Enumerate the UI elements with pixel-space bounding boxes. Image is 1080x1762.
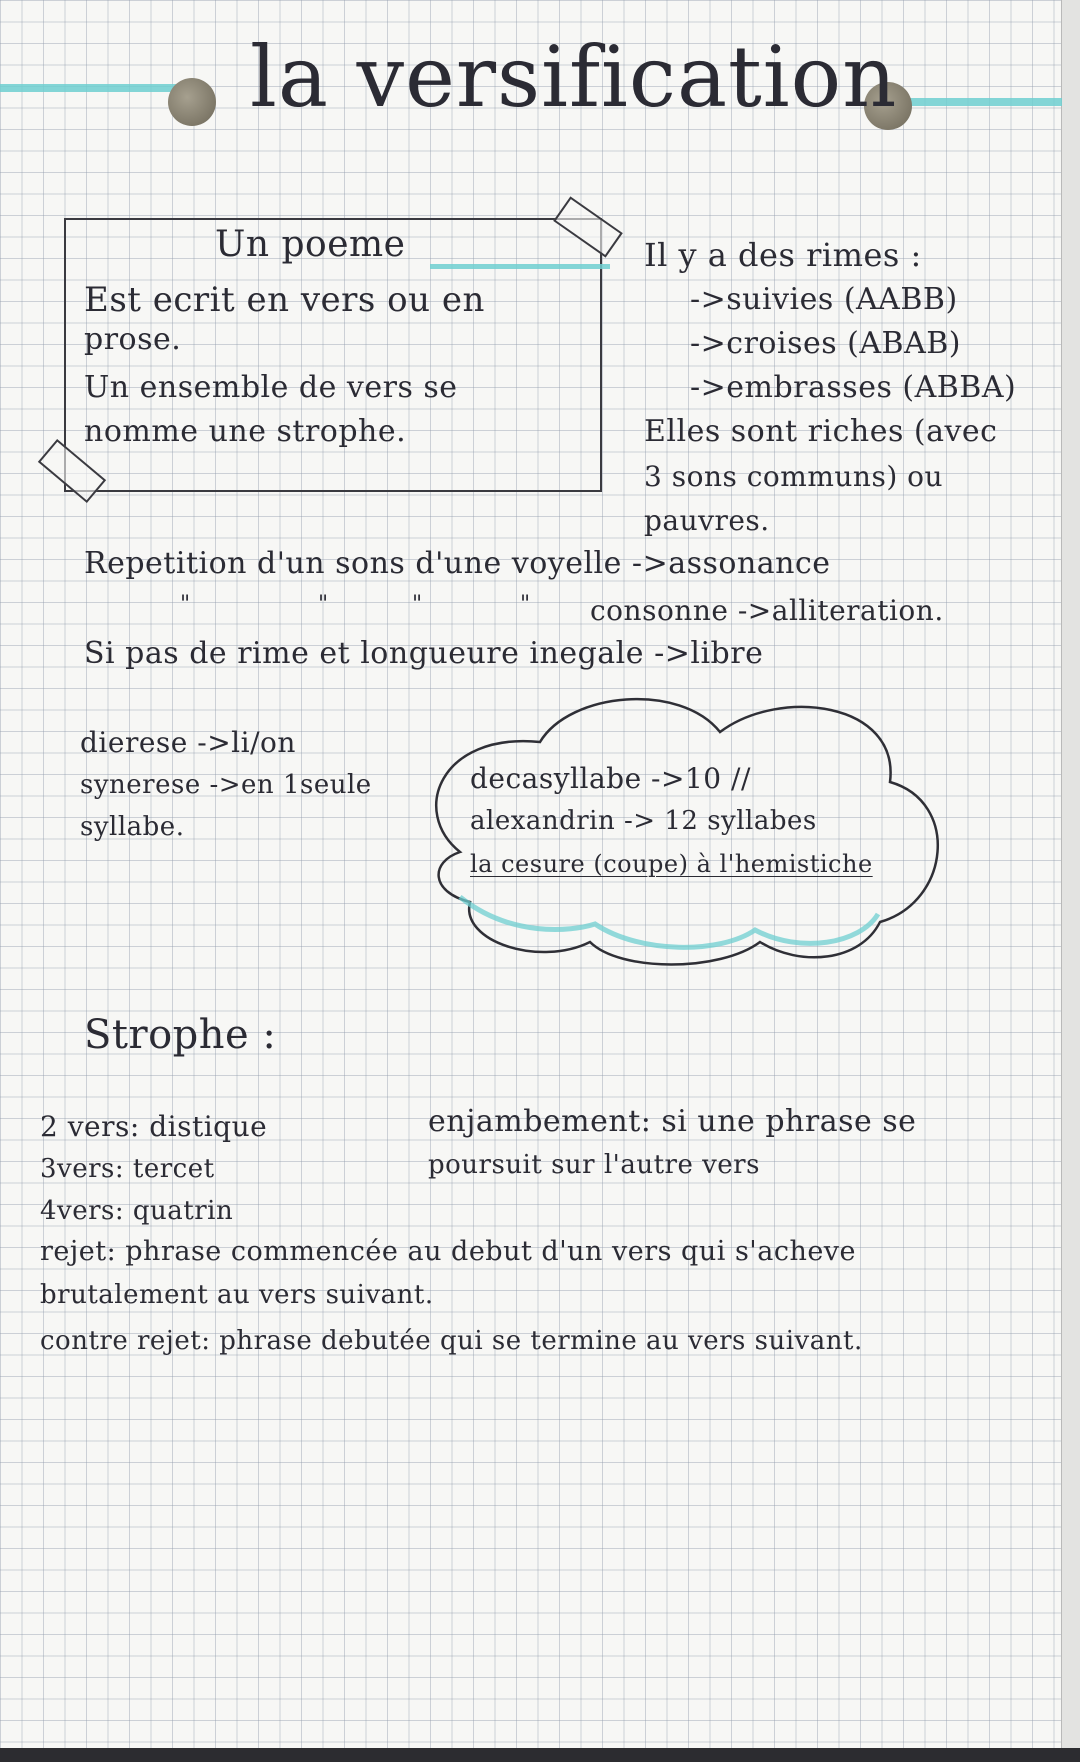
rimes-riches-2: 3 sons communs) ou: [644, 460, 944, 493]
rimes-suivies: ->suivies (AABB): [690, 282, 958, 317]
dierese-line-3: syllabe.: [80, 812, 185, 842]
poeme-heading-highlight: [430, 264, 610, 269]
cloud-line-2: alexandrin -> 12 syllabes: [470, 806, 817, 836]
title-underline-left: [0, 84, 190, 92]
strophe-quatrin: 4vers: quatrin: [40, 1196, 234, 1226]
contre-rejet-line: contre rejet: phrase debutée qui se termine au vers suivant.: [40, 1326, 863, 1356]
repetition-line-2: consonne ->alliteration.: [590, 594, 944, 627]
dierese-line-2: synerese ->en 1seule: [80, 770, 372, 800]
poeme-line-3: Un ensemble de vers se: [84, 370, 458, 405]
dierese-line-1: dierese ->li/on: [80, 726, 296, 759]
rejet-line-2: brutalement au vers suivant.: [40, 1280, 434, 1310]
page-edge-right: [1061, 0, 1080, 1762]
ditto-2: ": [318, 592, 329, 617]
strophe-heading: Strophe :: [84, 1012, 277, 1058]
cloud-line-1: decasyllabe ->10 //: [470, 762, 751, 795]
rimes-riches-3: pauvres.: [644, 504, 770, 537]
enjambement-line-1: enjambement: si une phrase se: [428, 1104, 917, 1139]
rimes-riches-1: Elles sont riches (avec: [644, 414, 998, 449]
poeme-heading: Un poeme: [215, 224, 406, 265]
ditto-3: ": [412, 592, 423, 617]
enjambement-line-2: poursuit sur l'autre vers: [428, 1150, 760, 1180]
ditto-1: ": [180, 592, 191, 617]
ditto-4: ": [520, 592, 531, 617]
rimes-intro: Il y a des rimes :: [644, 236, 922, 274]
cloud-line-3: la cesure (coupe) à l'hemistiche: [470, 850, 873, 878]
title-underline-right: [900, 98, 1062, 106]
strophe-tercet: 3vers: tercet: [40, 1154, 215, 1184]
poeme-line-1: Est ecrit en vers ou en: [84, 280, 485, 320]
page-title: la versification: [250, 28, 898, 126]
rimes-croisees: ->croises (ABAB): [690, 326, 961, 361]
poeme-line-2: prose.: [84, 322, 182, 357]
repetition-line-3: Si pas de rime et longueure inegale ->libre: [84, 636, 764, 671]
strophe-distique: 2 vers: distique: [40, 1110, 268, 1143]
rimes-embrassees: ->embrasses (ABBA): [690, 370, 1017, 405]
page-edge-bottom: [0, 1748, 1080, 1762]
punch-hole-left: [168, 78, 216, 126]
rejet-line-1: rejet: phrase commencée au debut d'un vers qui s'acheve: [40, 1236, 857, 1267]
poeme-line-4: nomme une strophe.: [84, 414, 407, 449]
repetition-line-1: Repetition d'un sons d'une voyelle ->assonance: [84, 546, 831, 581]
